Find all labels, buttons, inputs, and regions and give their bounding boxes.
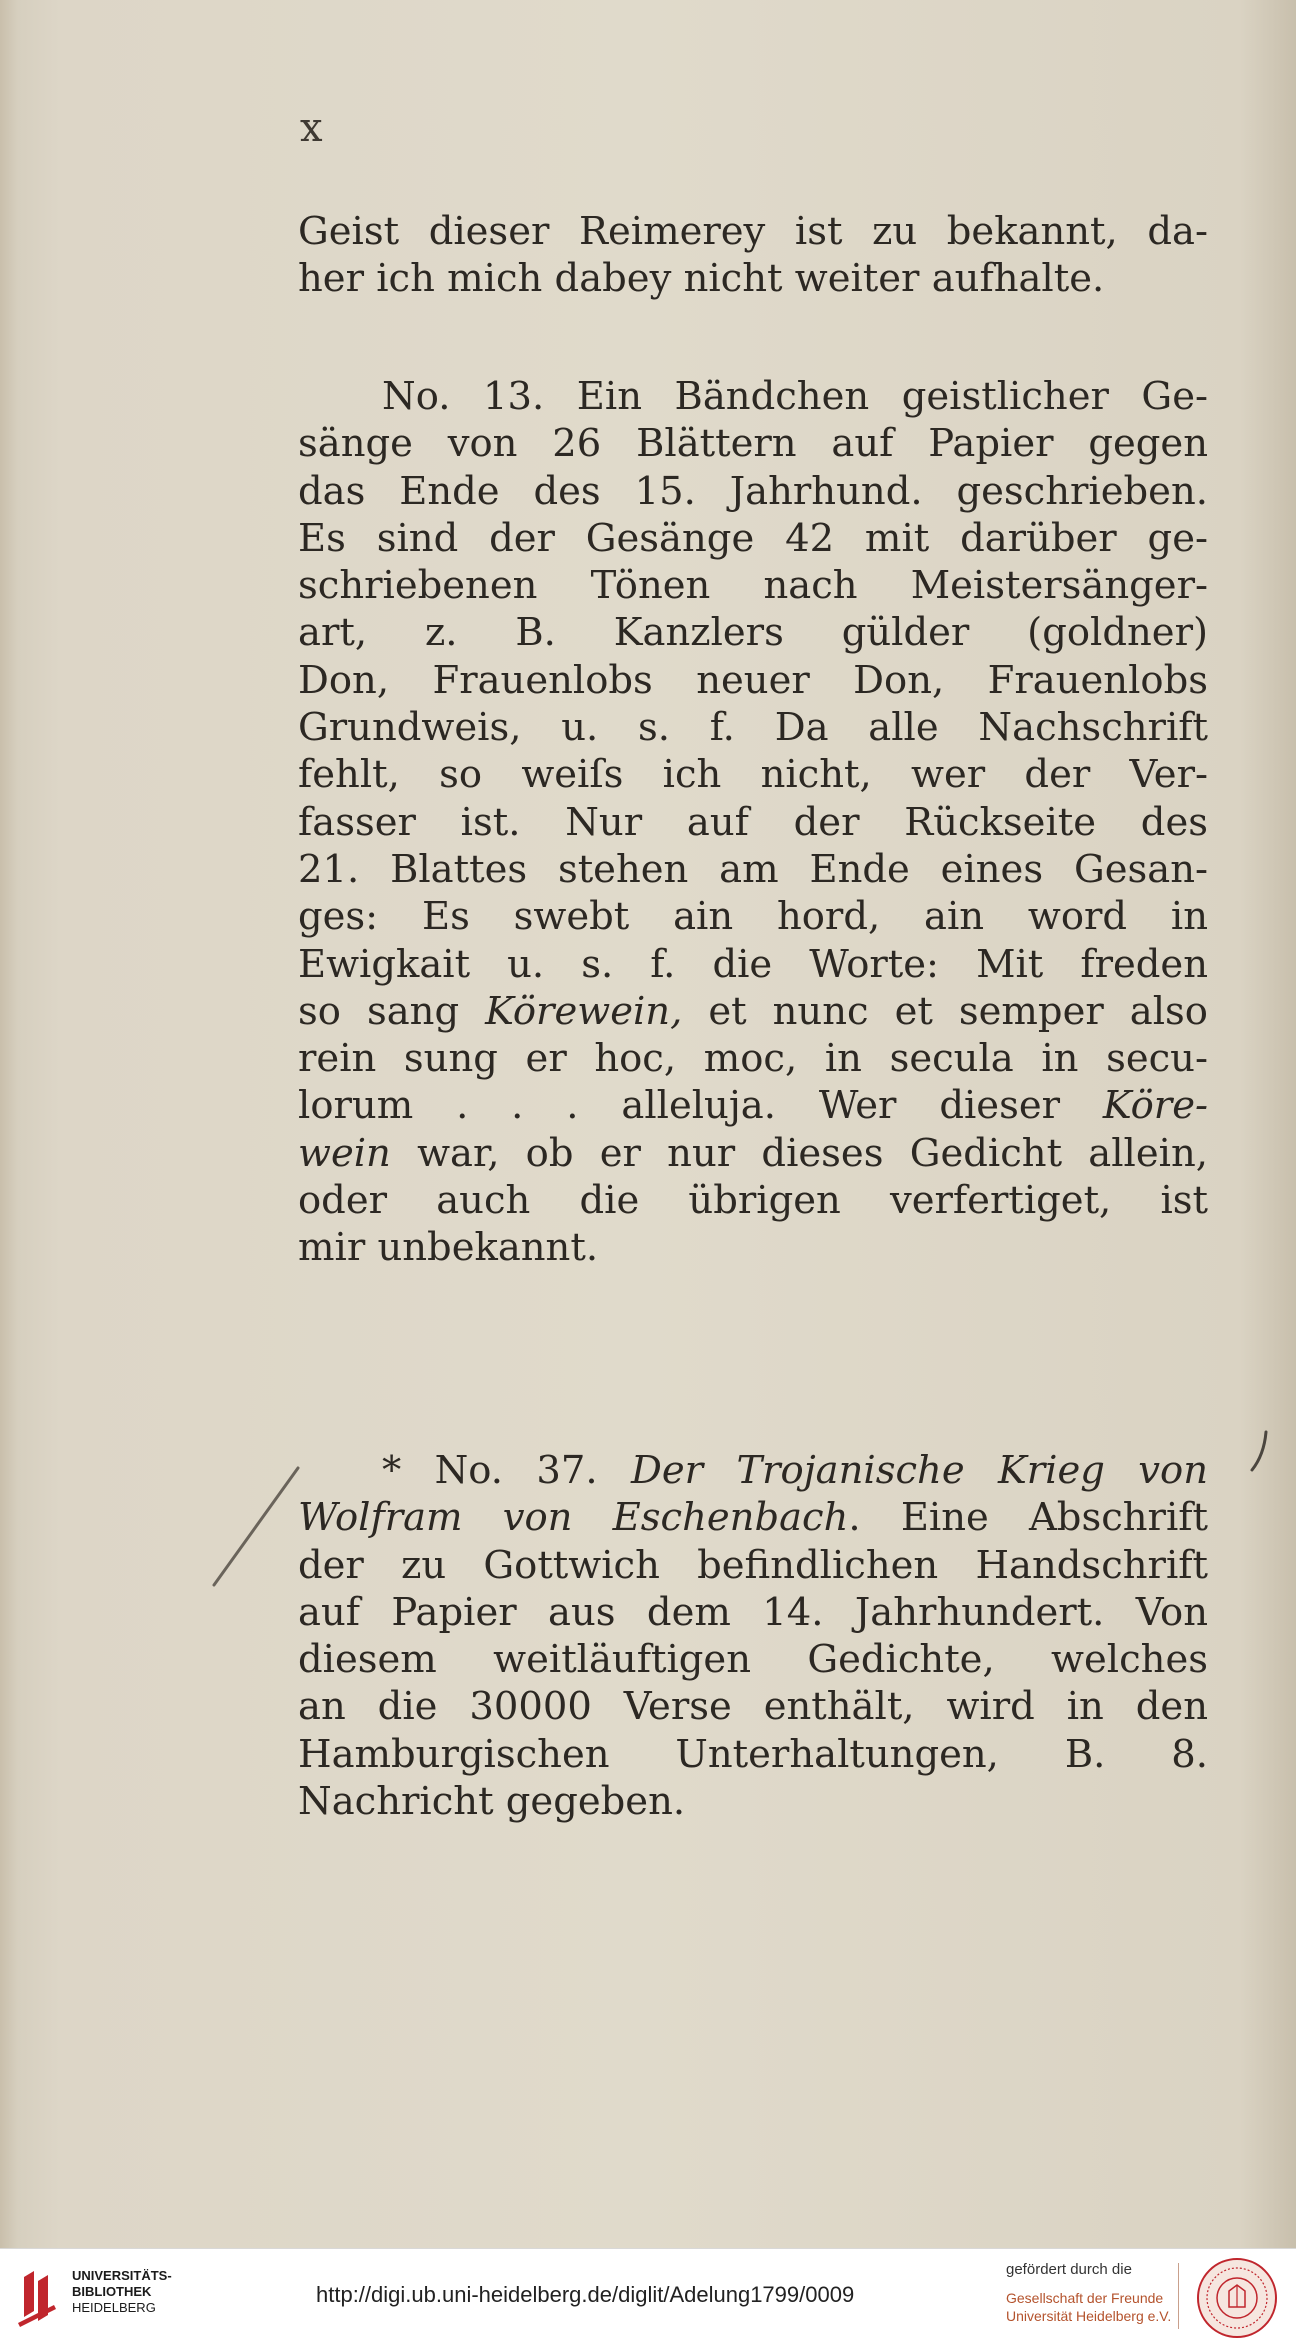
text-line: Don, Frauenlobs neuer Don, Frauenlobs — [298, 657, 1208, 703]
sponsor-name-line: Gesellschaft der Freunde — [1006, 2290, 1164, 2306]
text-line: Es sind der Gesänge 42 mit darüber ge- — [298, 515, 1208, 561]
text-line: schriebenen Tönen nach Meistersänger- — [298, 563, 1208, 609]
italic-title: Der Trojanische Krieg von — [631, 1448, 1208, 1493]
italic-name: Köre- — [1102, 1083, 1208, 1129]
library-name-line: HEIDELBERG — [72, 2300, 156, 2315]
text-line: an die 30000 Verse enthält, wird in den — [298, 1684, 1208, 1730]
sponsor-name-line: Universität Heidelberg e.V. — [1006, 2308, 1172, 2324]
library-name — [72, 2268, 172, 2316]
text-line: auf Papier aus dem 14. Jahrhundert. Von — [298, 1589, 1208, 1635]
text-fragment: war, ob er nur dieses Gedicht allein, — [390, 1130, 1208, 1176]
text-fragment: . Eine Abschrift — [848, 1495, 1208, 1541]
sponsor-label: gefördert durch die — [1006, 2261, 1132, 2278]
text-line: sänge von 26 Blättern auf Papier gegen — [298, 421, 1208, 467]
text-fragment: et nunc et semper also — [682, 988, 1208, 1034]
italic-author: Wolfram von Eschenbach — [298, 1495, 849, 1541]
text-line: oder auch die übrigen verfertiget, ist — [298, 1178, 1208, 1224]
sponsor-name — [1006, 2289, 1171, 2325]
text-line: mir unbekannt. — [298, 1225, 599, 1271]
italic-name: Körewein, — [485, 988, 683, 1034]
text-fragment: lorum . . . alleluja. Wer dieser — [298, 1083, 1103, 1129]
text-line: fehlt, so weiſs ich nicht, wer der Ver- — [298, 752, 1208, 798]
text-line: Hamburgischen Unterhaltungen, B. 8. — [298, 1731, 1208, 1777]
text-fragment: so sang — [298, 988, 486, 1034]
text-line: das Ende des 15. Jahrhund. geschrieben. — [298, 468, 1208, 514]
text-line: No. 13. Ein Bändchen geistlicher Ge- — [382, 374, 1208, 419]
university-seal-icon — [1196, 2257, 1278, 2339]
text-fragment: * No. 37. — [382, 1448, 632, 1493]
text-line: Geist dieser Reimerey ist zu bekannt, da- — [298, 209, 1208, 254]
text-line: der zu Gottwich befindlichen Handschrift — [298, 1542, 1208, 1588]
permalink-url[interactable]: http://digi.ub.uni-heidelberg.de/diglit/Adelung1799/0009 — [316, 2282, 855, 2307]
library-name-line: UNIVERSITÄTS- — [72, 2268, 172, 2283]
library-name-line: BIBLIOTHEK — [72, 2284, 152, 2299]
italic-name: wein — [298, 1130, 391, 1176]
text-line: Nachricht gegeben. — [298, 1779, 686, 1825]
text-line: art, z. B. Kanzlers gülder (goldner) — [298, 610, 1208, 656]
text-line: her ich mich dabey nicht weiter aufhalte. — [298, 256, 1105, 302]
text-line: Grundweis, u. s. f. Da alle Nachschrift — [298, 705, 1208, 751]
library-logo-icon — [14, 2265, 62, 2327]
text-line: ges: Es swebt ain hord, ain word in — [298, 894, 1208, 940]
page-number: x — [300, 105, 325, 151]
footer-divider — [1178, 2263, 1179, 2329]
digitization-footer — [0, 2248, 1296, 2342]
text-line: Ewigkait u. s. f. die Worte: Mit freden — [298, 941, 1208, 987]
text-line: rein sung er hoc, moc, in secula in secu- — [298, 1036, 1208, 1082]
text-line: 21. Blattes stehen am Ende eines Gesan- — [298, 846, 1208, 892]
text-line: fasser ist. Nur auf der Rückseite des — [298, 799, 1208, 845]
text-line: diesem weitläuftigen Gedichte, welches — [298, 1637, 1208, 1683]
